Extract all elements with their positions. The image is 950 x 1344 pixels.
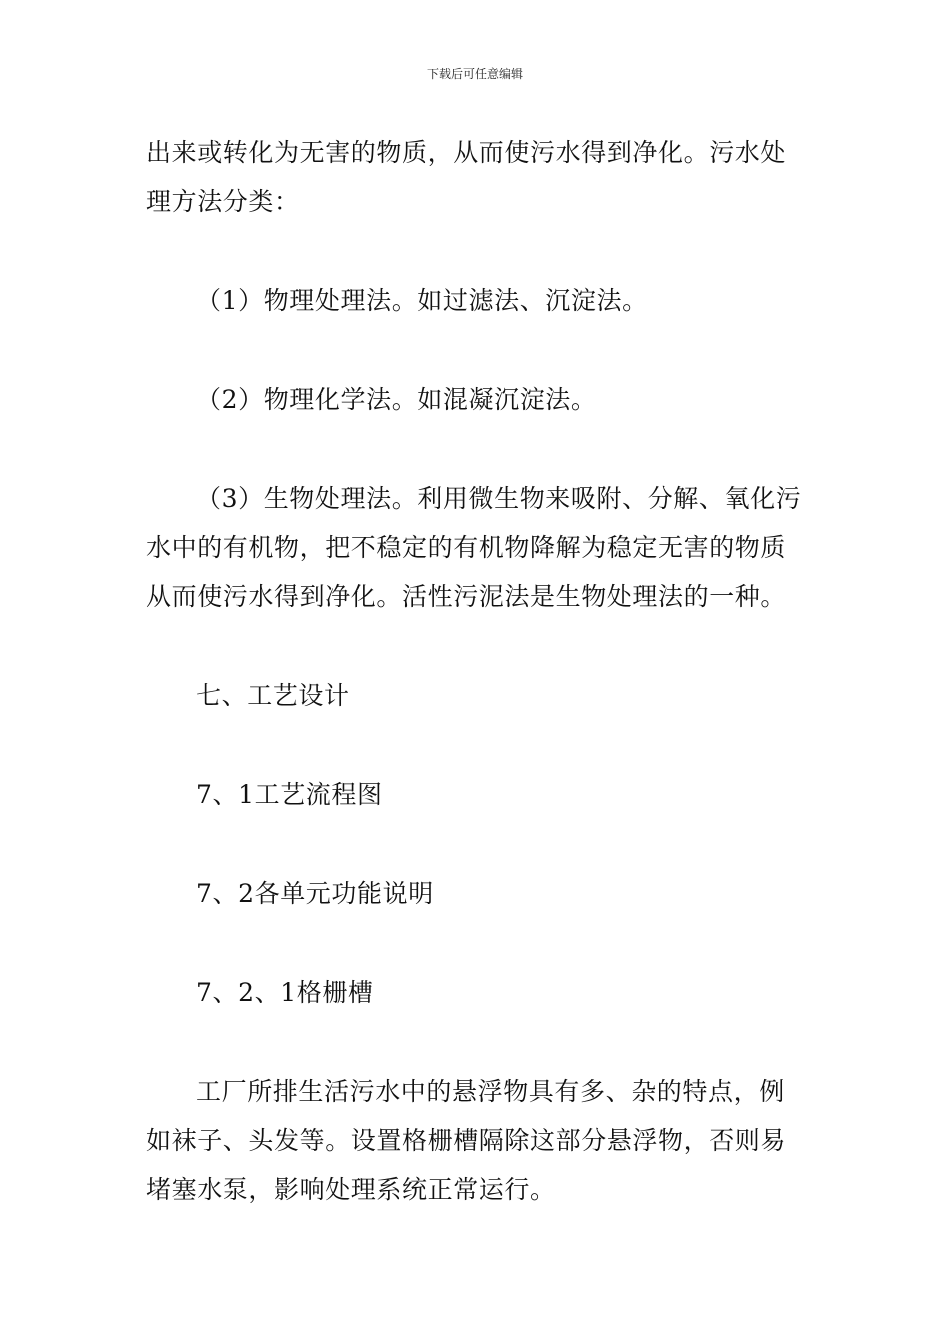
paragraph-line: 出来或转化为无害的物质，从而使污水得到净化。污水处	[146, 138, 787, 167]
paragraph-line: 理方法分类：	[146, 187, 300, 216]
paragraph-line: 水中的有机物，把不稳定的有机物降解为稳定无害的物质	[146, 533, 787, 562]
list-item-physical: （1）物理处理法。如过滤法、沉淀法。	[196, 286, 648, 315]
paragraph-line: 工厂所排生活污水中的悬浮物具有多、杂的特点，例	[196, 1077, 785, 1106]
page-header: 下载后可任意编辑	[426, 67, 523, 81]
list-item-physicochemical: （2）物理化学法。如混凝沉淀法。	[196, 385, 597, 414]
paragraph-line: 如袜子、头发等。设置格栅槽隔除这部分悬浮物，否则易	[146, 1126, 787, 1155]
subsection-heading: 7、1工艺流程图	[196, 780, 383, 809]
paragraph-line: 从而使污水得到净化。活性污泥法是生物处理法的一种。	[146, 582, 787, 611]
list-item-biological: （3）生物处理法。利用微生物来吸附、分解、氧化污	[196, 484, 802, 513]
subsection-heading: 7、2各单元功能说明	[196, 879, 434, 908]
section-heading: 七、工艺设计	[196, 681, 350, 710]
subsection-heading: 7、2、1格栅槽	[196, 978, 374, 1007]
document-body	[146, 128, 806, 1214]
paragraph-line: 堵塞水泵，影响处理系统正常运行。	[146, 1175, 556, 1204]
